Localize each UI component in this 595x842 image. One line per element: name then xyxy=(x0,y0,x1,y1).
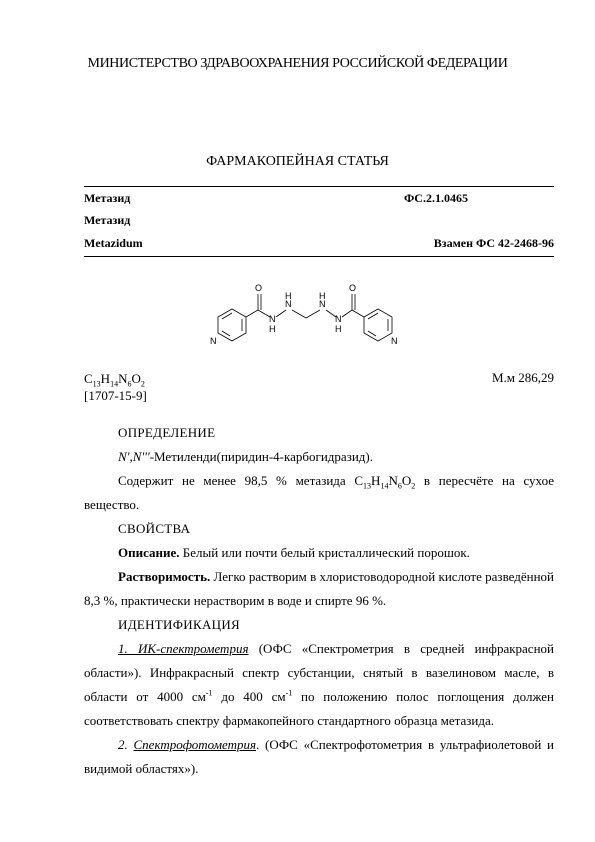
description-paragraph: Описание. Белый или почти белый кристаллический порошок. xyxy=(118,545,470,560)
header-rule-top xyxy=(84,186,554,187)
identification-heading: ИДЕНТИФИКАЦИЯ xyxy=(118,617,240,632)
structural-formula xyxy=(200,274,440,366)
atom-h-2: H xyxy=(285,291,292,301)
atom-nh-1: N xyxy=(269,314,276,324)
atom-h-3: H xyxy=(319,291,326,301)
atom-h-4: H xyxy=(335,324,342,334)
atom-nh-3: N xyxy=(319,299,326,309)
ministry-title: МИНИСТЕРСТВО ЗДРАВООХРАНЕНИЯ РОССИЙСКОЙ ФЕДЕРАЦИИ xyxy=(87,56,508,71)
atom-h-1: H xyxy=(269,324,276,334)
chemical-name: N',N'''-Метиленди(пиридин-4-карбогидразид). xyxy=(118,449,373,464)
solubility-paragraph: Растворимость. Легко растворим в хлористоводородной кислоте разведённой 8,3 %, практически нерастворим в воде и спирте 96 %. xyxy=(84,569,554,608)
atom-n-left: N xyxy=(210,336,217,346)
uv-paragraph: 2. Спектрофотометрия. (ОФС «Спектрофотометрия в ультрафиолетовой и видимой областях»). xyxy=(84,737,555,776)
cas-number: [1707-15-9] xyxy=(84,388,147,403)
replaces-note: Взамен ФС 42-2468-96 xyxy=(433,236,554,250)
molecular-formula: $C_{13}H_{14}N_6O_2$ xyxy=(84,371,145,389)
header-rule-bottom xyxy=(84,256,554,257)
article-title: ФАРМАКОПЕЙНАЯ СТАТЬЯ xyxy=(206,154,389,169)
atom-n-right: N xyxy=(391,336,398,346)
drug-name-ru: Метазид xyxy=(84,191,131,205)
molecular-formula-block xyxy=(84,370,147,404)
molecular-mass: М.м 286,29 xyxy=(491,370,554,385)
content-statement: Содержит не менее 98,5 % метазида $C_{13}H_{14}N_6O_2$ в пересчёте на сухое вещество. xyxy=(84,473,554,512)
atom-o-right: O xyxy=(349,283,357,293)
ir-paragraph: 1. ИК-спектрометрия (ОФС «Спектрометрия в средней инфракрасной области»). Инфракрасный спектр субстанции, снятый в вазелиновом масле, в области от 4000 $см^{-1}$ до 400 $см^{-1}$ по положению полос поглощения должен соответствовать спектру фармакопейного стандартного образца метазида. xyxy=(84,641,554,728)
properties-heading: СВОЙСТВА xyxy=(118,521,191,536)
atom-o-left: O xyxy=(255,283,263,293)
article-code: ФС.2.1.0465 xyxy=(404,191,468,205)
definition-heading: ОПРЕДЕЛЕНИЕ xyxy=(118,425,216,440)
atom-nh-2: N xyxy=(285,299,292,309)
article-body xyxy=(84,421,554,781)
atom-nh-4: N xyxy=(335,314,342,324)
drug-name-ru-alt: Метазид xyxy=(84,213,131,227)
drug-name-latin: Metazidum xyxy=(84,236,143,250)
